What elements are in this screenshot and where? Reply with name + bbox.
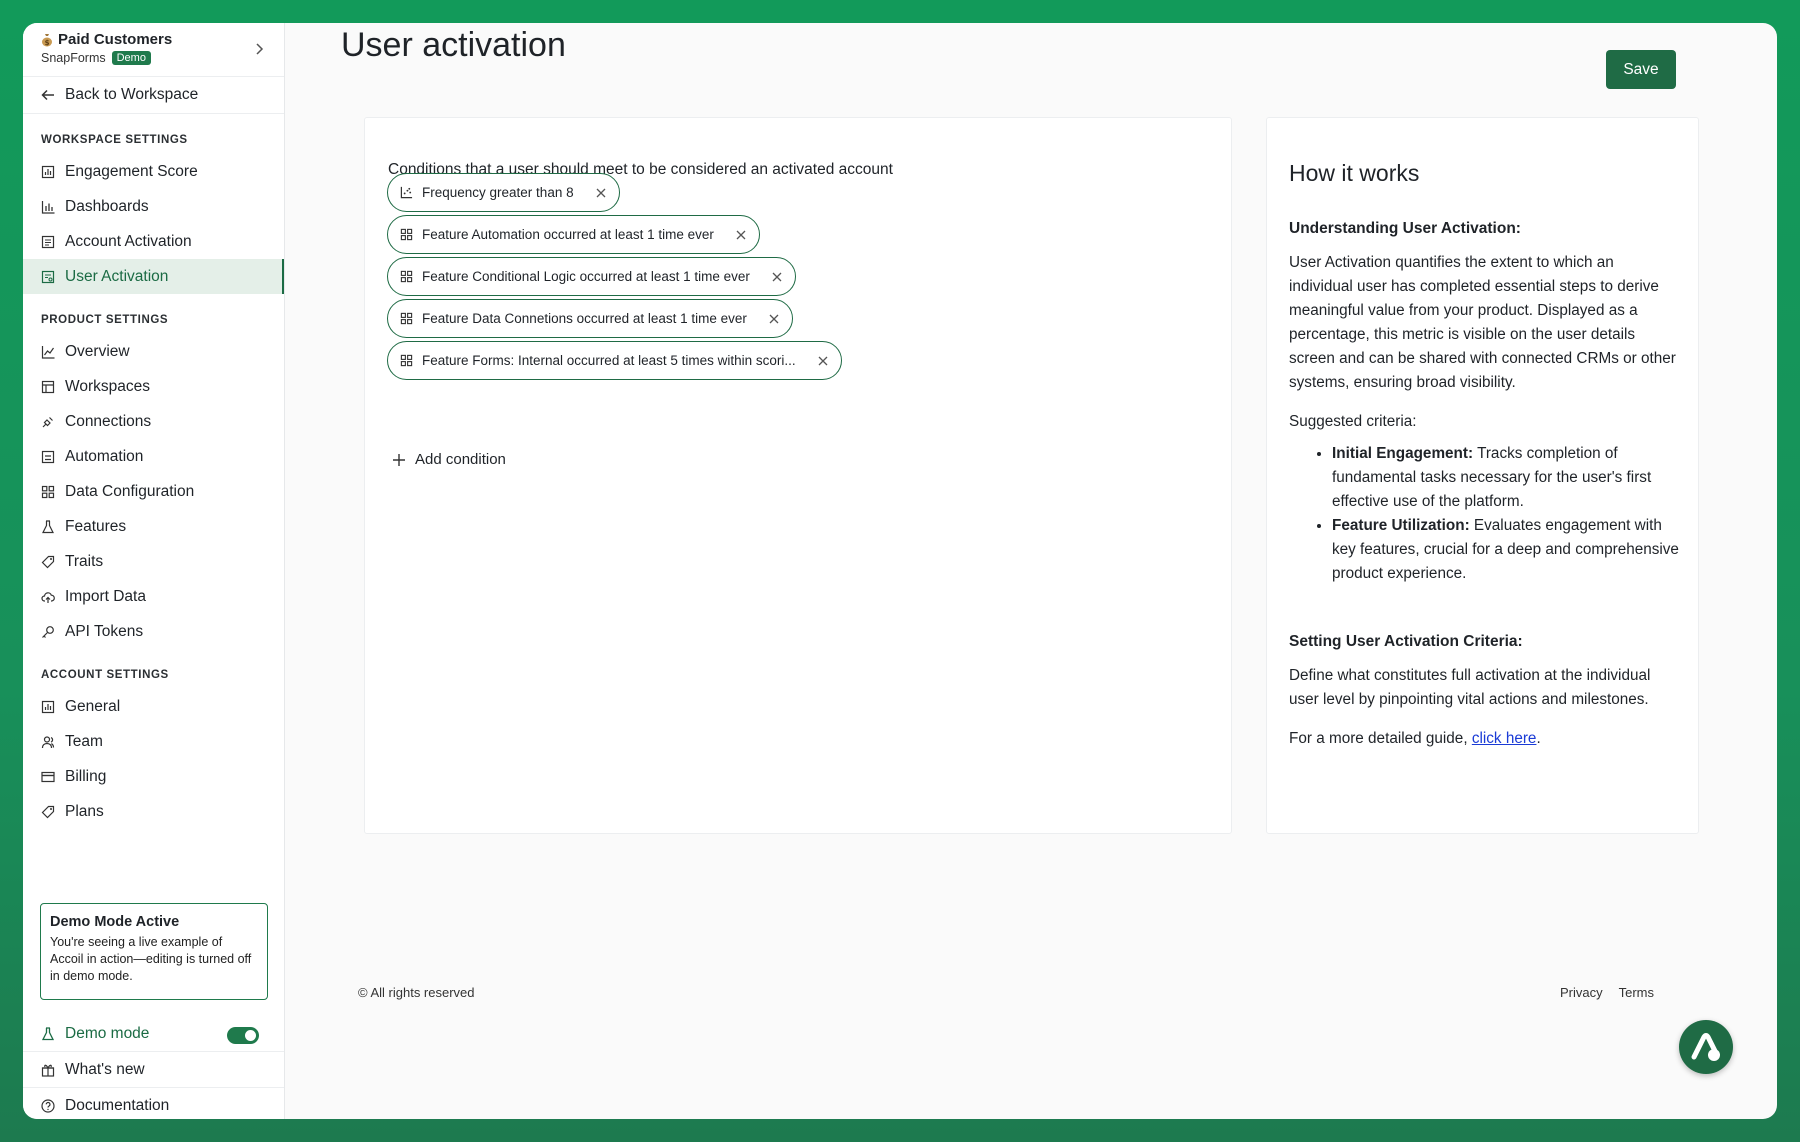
sidebar-item-label: User Activation [65, 267, 169, 285]
condition-chip[interactable] [387, 173, 620, 212]
plus-icon [392, 453, 406, 467]
workspace-name: Paid Customers [58, 31, 173, 48]
criteria-item-text: Tracks completion of fundamental tasks necessary for the user's first effective use of the platform. [1332, 445, 1652, 510]
setting-criteria-text: Define what constitutes full activation at the individual user level by pinpointing vital actions and milestones. [1289, 667, 1651, 708]
sidebar-item-api-tokens[interactable] [23, 614, 284, 649]
sidebar-item-label: Import Data [65, 587, 146, 605]
documentation-link[interactable] [23, 1088, 284, 1119]
setting-criteria-heading: Setting User Activation Criteria: [1289, 633, 1523, 650]
tag-icon [41, 555, 55, 569]
sidebar-item-label: Connections [65, 412, 152, 430]
sidebar-item-label: Automation [65, 447, 144, 465]
condition-chip[interactable] [387, 341, 842, 380]
add-condition-button[interactable] [392, 451, 506, 468]
close-icon[interactable] [768, 313, 780, 325]
sidebar-item-label: Dashboards [65, 197, 149, 215]
conditions-card [364, 117, 1232, 834]
understanding-text: User Activation quantifies the extent to which an individual user has completed essential steps to derive meaningful value from your product. Displayed as a percentage, this metric is visible on the user details screen and can be shared with connected CRMs or other systems, ensuring broad visibility. [1289, 254, 1676, 391]
sidebar-item-plans[interactable] [23, 794, 284, 829]
sidebar-item-label: Billing [65, 767, 107, 785]
sidebar-item-connections[interactable] [23, 404, 284, 439]
sidebar-item-label: Team [65, 732, 103, 750]
tag-icon [41, 805, 55, 819]
guide-suffix: . [1536, 730, 1541, 747]
sidebar-item-general[interactable] [23, 689, 284, 724]
grid-icon [400, 354, 413, 367]
grid-icon [400, 228, 413, 241]
close-icon[interactable] [735, 229, 747, 241]
page-title: User activation [341, 26, 566, 64]
criteria-list [1332, 442, 1681, 586]
condition-chip[interactable] [387, 215, 760, 254]
grid-icon [41, 485, 55, 499]
list-box-icon [41, 235, 55, 249]
key-icon [41, 625, 55, 639]
sidebar-item-label: Account Activation [65, 232, 192, 250]
flask-icon [41, 1027, 55, 1041]
condition-chip[interactable] [387, 299, 793, 338]
sidebar-nav [23, 114, 284, 829]
sidebar-item-label: General [65, 697, 121, 715]
sidebar-item-account-activation[interactable] [23, 224, 284, 259]
layout-icon [41, 380, 55, 394]
close-icon[interactable] [817, 355, 829, 367]
arrow-left-icon [41, 88, 55, 102]
terms-link[interactable]: Terms [1618, 985, 1655, 1000]
team-icon [41, 735, 55, 749]
how-it-works-title: How it works [1289, 160, 1420, 186]
how-it-works-card [1266, 117, 1699, 834]
demo-badge: Demo [112, 51, 151, 65]
demo-mode-switch[interactable] [227, 1027, 259, 1044]
whats-new-link[interactable] [23, 1053, 284, 1088]
close-icon[interactable] [771, 271, 783, 283]
sidebar-item-import-data[interactable] [23, 579, 284, 614]
condition-chip[interactable] [387, 257, 796, 296]
conditions-description: Conditions that a user should meet to be considered an activated account [388, 161, 893, 178]
sidebar-item-label: Overview [65, 342, 130, 360]
how-it-works-body [1289, 217, 1681, 766]
sidebar-item-workspaces[interactable] [23, 369, 284, 404]
brand-logo-icon [1679, 1020, 1733, 1074]
chart-box-icon [41, 165, 55, 179]
demo-notice-text: You're seeing a live example of Accoil in action—editing is turned off in demo mode. [50, 935, 252, 983]
bar-chart-icon [41, 200, 55, 214]
money-bag-icon [41, 33, 53, 47]
sidebar-item-label: Features [65, 517, 127, 535]
gift-icon [41, 1063, 55, 1077]
user-list-icon [41, 270, 55, 284]
svg-text:$: $ [44, 38, 50, 47]
plug-icon [41, 415, 55, 429]
flask-icon [41, 520, 55, 534]
condition-label: Feature Forms: Internal occurred at least 5 times within scori... [422, 353, 796, 368]
workspace-title [41, 31, 266, 48]
condition-label: Feature Automation occurred at least 1 time ever [422, 227, 714, 242]
criteria-item-title: Initial Engagement: [1332, 445, 1474, 462]
sidebar [23, 23, 285, 1119]
footer-links [1560, 985, 1654, 1000]
back-label: Back to Workspace [65, 86, 199, 103]
understanding-heading: Understanding User Activation: [1289, 220, 1521, 237]
section-title: PRODUCT SETTINGS [41, 314, 169, 326]
criteria-item [1332, 514, 1681, 586]
grid-icon [400, 270, 413, 283]
demo-mode-notice [40, 903, 268, 1000]
suggested-criteria-label: Suggested criteria: [1289, 413, 1417, 430]
documentation-label: Documentation [65, 1096, 170, 1114]
criteria-item-text: Evaluates engagement with key features, crucial for a deep and comprehensive product experience. [1332, 517, 1679, 582]
criteria-item-title: Feature Utilization: [1332, 517, 1470, 534]
chat-launcher-button[interactable] [1679, 1020, 1733, 1074]
whats-new-label: What's new [65, 1061, 145, 1078]
sidebar-item-label: Data Configuration [65, 482, 195, 500]
criteria-item [1332, 442, 1681, 514]
workspace-switcher[interactable] [23, 23, 284, 77]
sidebar-item-features[interactable] [23, 509, 284, 544]
sidebar-item-label: Engagement Score [65, 162, 198, 180]
add-condition-label: Add condition [415, 451, 506, 468]
grid-icon [400, 312, 413, 325]
section-title: ACCOUNT SETTINGS [41, 669, 169, 681]
condition-label: Feature Data Connetions occurred at least 1 time ever [422, 311, 747, 326]
condition-label: Feature Conditional Logic occurred at least 1 time ever [422, 269, 750, 284]
cloud-upload-icon [41, 590, 55, 604]
guide-text [1289, 727, 1681, 751]
save-button[interactable]: Save [1606, 50, 1676, 89]
robot-icon [41, 450, 55, 464]
scatter-chart-icon [400, 186, 413, 199]
back-to-workspace-link[interactable] [23, 77, 284, 114]
chart-box-icon [41, 700, 55, 714]
sidebar-item-billing[interactable] [23, 759, 284, 794]
demo-mode-label: Demo mode [65, 1024, 150, 1042]
guide-prefix: For a more detailed guide, [1289, 730, 1472, 747]
sidebar-item-data-configuration[interactable] [23, 474, 284, 509]
sidebar-item-label: API Tokens [65, 622, 144, 640]
chevron-right-icon [252, 42, 266, 56]
guide-link[interactable]: click here [1471, 730, 1537, 747]
copyright: © All rights reserved [358, 985, 475, 1000]
sidebar-item-automation[interactable] [23, 439, 284, 474]
demo-mode-toggle-row[interactable] [23, 1016, 284, 1052]
workspace-org [41, 51, 266, 65]
sidebar-item-overview[interactable] [23, 334, 284, 369]
section-title: WORKSPACE SETTINGS [41, 134, 188, 146]
sidebar-item-user-activation[interactable] [23, 259, 284, 294]
sidebar-item-label: Plans [65, 802, 104, 820]
close-icon[interactable] [595, 187, 607, 199]
sidebar-item-label: Traits [65, 552, 104, 570]
sidebar-item-team[interactable] [23, 724, 284, 759]
org-name: SnapForms [41, 51, 106, 65]
condition-label: Frequency greater than 8 [422, 185, 574, 200]
privacy-link[interactable]: Privacy [1560, 985, 1603, 1000]
line-chart-icon [41, 345, 55, 359]
sidebar-item-dashboards[interactable] [23, 189, 284, 224]
sidebar-item-engagement-score[interactable] [23, 154, 284, 189]
sidebar-item-traits[interactable] [23, 544, 284, 579]
demo-notice-title: Demo Mode Active [50, 914, 180, 930]
help-circle-icon [41, 1099, 55, 1113]
credit-card-icon [41, 770, 55, 784]
sidebar-item-label: Workspaces [65, 377, 150, 395]
